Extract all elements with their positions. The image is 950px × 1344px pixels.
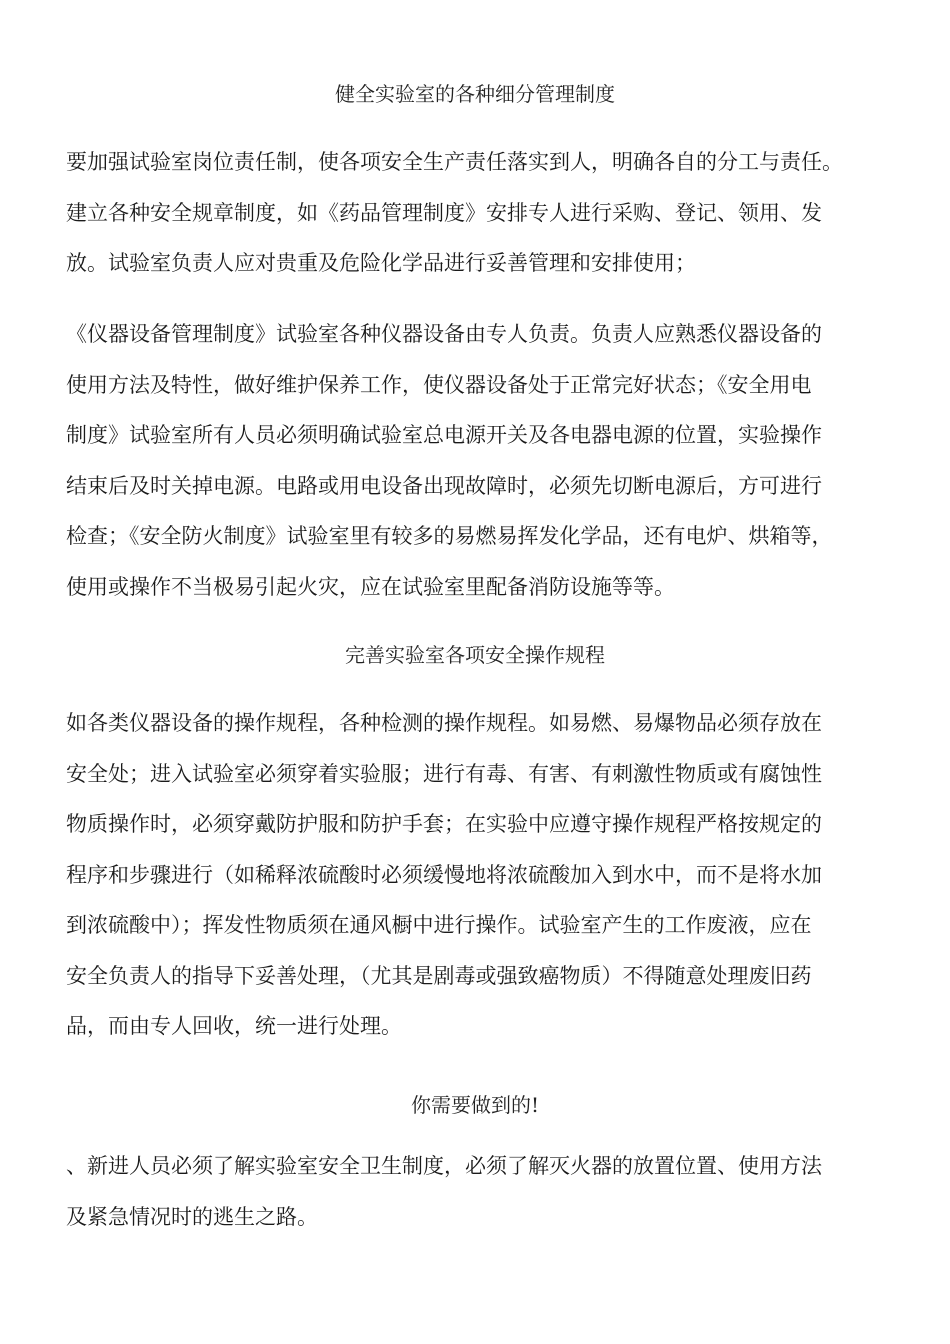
text-line: 检查；《安全防火制度》试验室里有较多的易燃易挥发化学品，还有电炉、烘箱等， <box>66 524 833 548</box>
text-line: 及紧急情况时的逃生之路。 <box>66 1204 318 1229</box>
text-line: 程序和步骤进行（如稀释浓硫酸时必须缓慢地将浓硫酸加入到水中，而不是将水加 <box>66 862 822 887</box>
section-heading-management-systems: 健全实验室的各种细分管理制度 <box>335 82 615 106</box>
text-line: 建立各种安全规章制度，如《药品管理制度》安排专人进行采购、登记、领用、发 <box>66 200 822 225</box>
paragraph-responsibility <box>66 137 896 289</box>
text-line: 安全处；进入试验室必须穿着实验服；进行有毒、有害、有刺激性物质或有腐蚀性 <box>66 761 822 786</box>
text-line: 安全负责人的指导下妥善处理，（尤其是剧毒或强致癌物质）不得随意处理废旧药 <box>66 963 812 988</box>
section-heading-what-you-must-do: 你需要做到的! <box>410 1093 540 1117</box>
text-line: 制度》试验室所有人员必须明确试验室总电源开关及各电器电源的位置，实验操作 <box>66 423 822 447</box>
paragraph-new-staff <box>66 1141 896 1242</box>
text-line: 物质操作时，必须穿戴防护服和防护手套；在实验中应遵守操作规程严格按规定的 <box>66 812 822 836</box>
text-line: 使用或操作不当极易引起火灾，应在试验室里配备消防设施等等。 <box>66 574 675 599</box>
text-line: 要加强试验室岗位责任制，使各项安全生产责任落实到人，明确各自的分工与责任。 <box>66 150 843 174</box>
section-heading-operating-procedures: 完善实验室各项安全操作规程 <box>345 643 605 667</box>
text-line: 到浓硫酸中）；挥发性物质须在通风橱中进行操作。试验室产生的工作废液，应在 <box>66 913 812 937</box>
text-line: 《仪器设备管理制度》试验室各种仪器设备由专人负责。负责人应熟悉仪器设备的 <box>66 322 822 346</box>
text-line: 使用方法及特性，做好维护保养工作，使仪器设备处于正常完好状态；《安全用电 <box>66 372 812 397</box>
text-line: 如各类仪器设备的操作规程，各种检测的操作规程。如易燃、易爆物品必须存放在 <box>66 711 822 735</box>
paragraph-equipment-electric-fire <box>66 309 896 612</box>
text-line: 放。试验室负责人应对贵重及危险化学品进行妥善管理和安排使用； <box>66 251 696 275</box>
text-line: 结束后及时关掉电源。电路或用电设备出现故障时，必须先切断电源后，方可进行 <box>66 473 822 498</box>
text-line: 品，而由专人回收，统一进行处理。 <box>66 1014 402 1038</box>
paragraph-operating-procedures <box>66 698 896 1052</box>
text-line: 、新进人员必须了解实验室安全卫生制度，必须了解灭火器的放置位置、使用方法 <box>66 1154 822 1178</box>
